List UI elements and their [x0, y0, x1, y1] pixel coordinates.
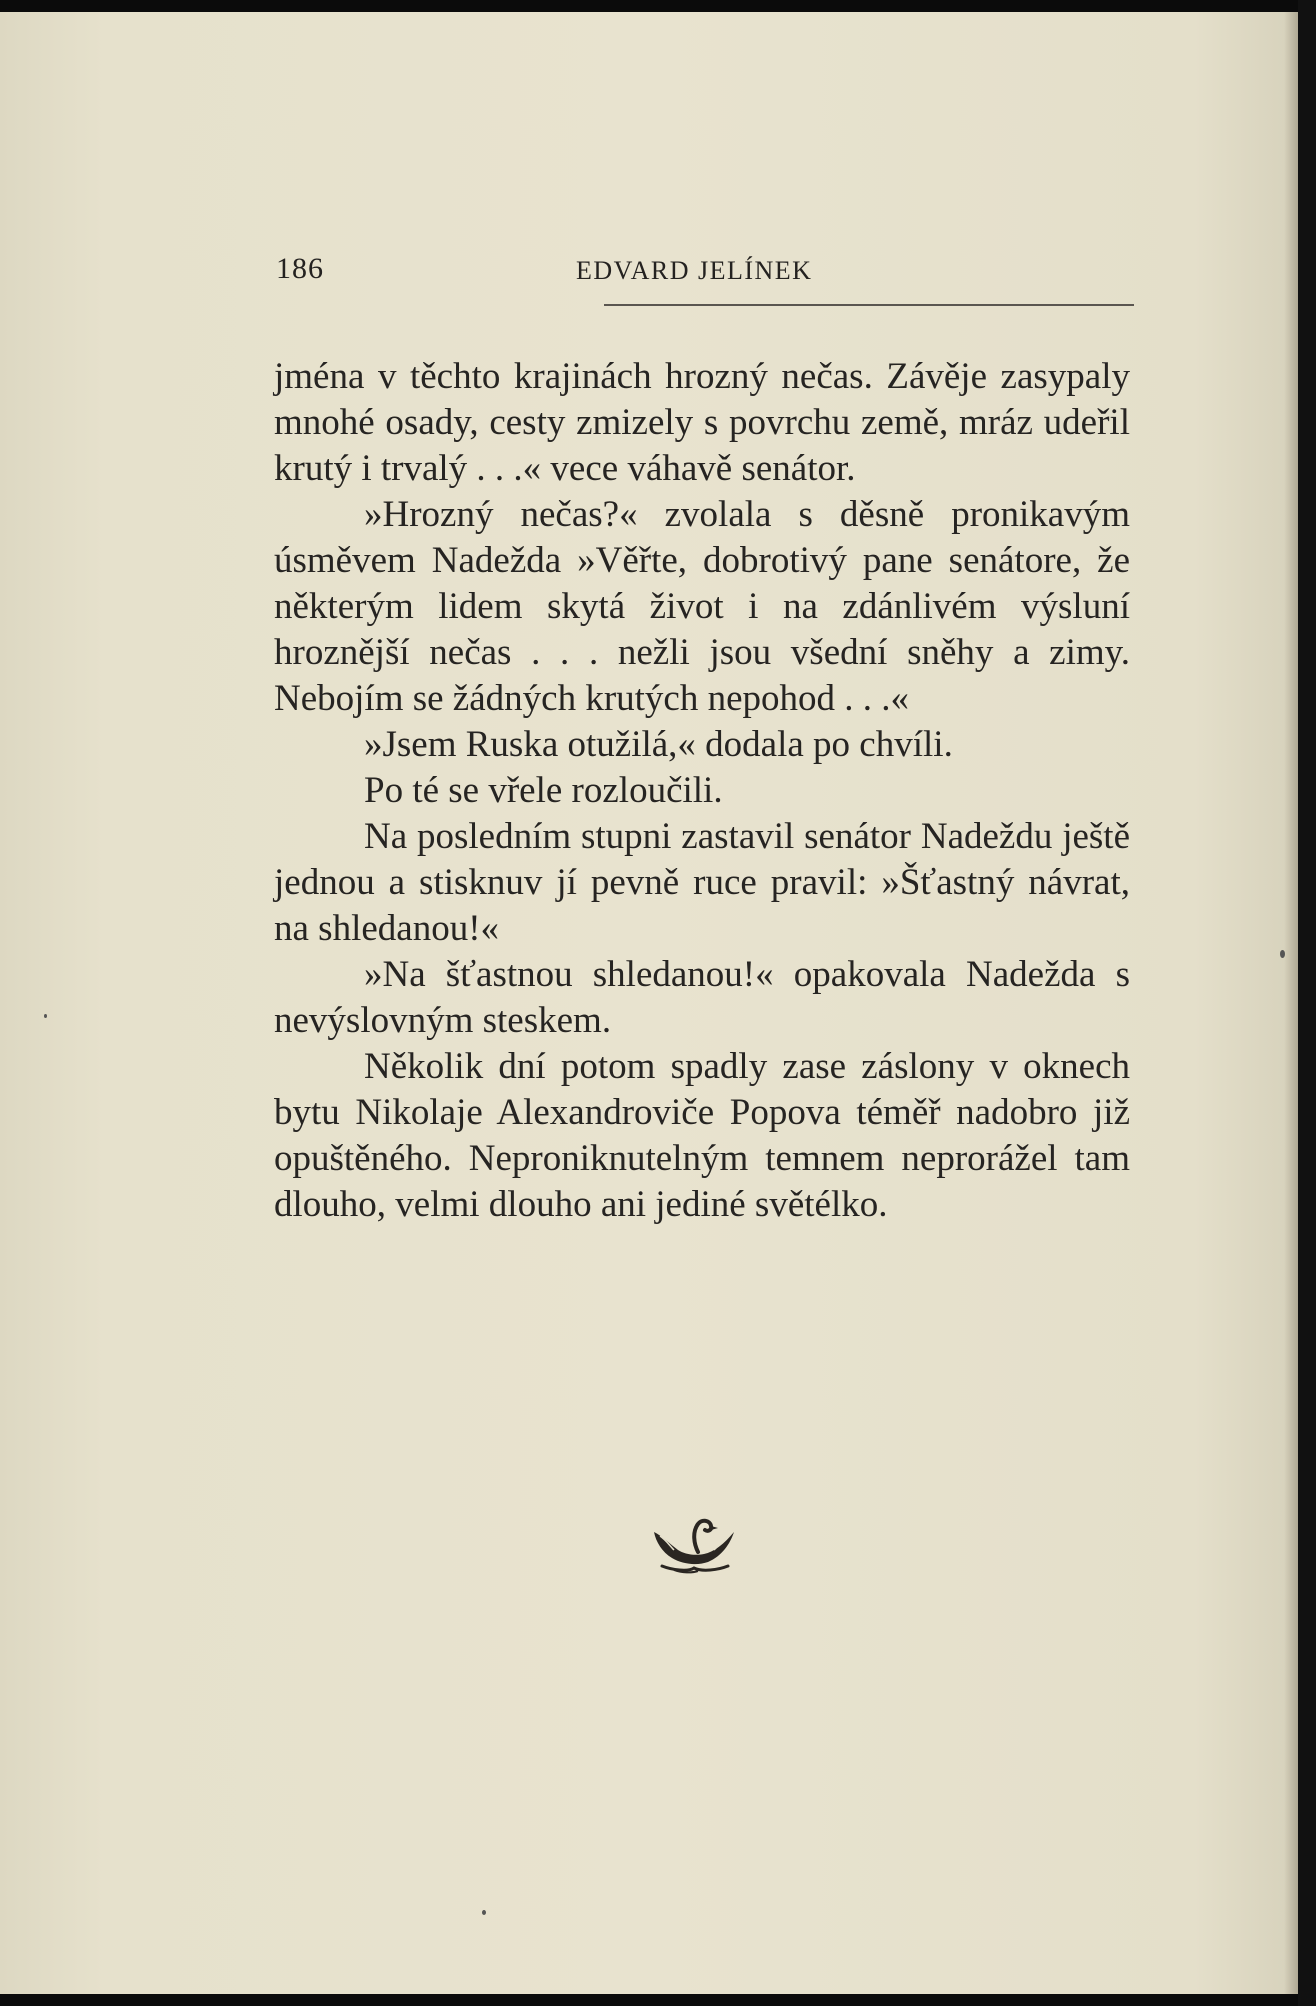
body-text [274, 354, 1130, 1228]
running-head: EDVARD JELÍNEK [576, 256, 813, 285]
paper-speck [1280, 950, 1285, 958]
paragraph: »Jsem Ruska otužilá,« dodala po chvíli. [364, 724, 953, 765]
page-edge-shadow [1298, 0, 1316, 2006]
book-page [0, 12, 1298, 1994]
paragraph: »Hrozný nečas?« zvolala s děsně pronikavým úsměvem Nadežda »Věřte, dobrotivý pane senátore, že některým lidem skytá život i na zdánlivém výsluní hroznější nečas . . . nežli jsou všední sněhy a zimy. Nebojím se žádných krutých nepohod . . .« [274, 494, 1130, 719]
page-header [276, 240, 1130, 290]
paper-speck [482, 1910, 486, 1915]
paragraph: Na posledním stupni zastavil senátor Nadeždu ještě jednou a stisknuv jí pevně ruce pravil: »Šťastný návrat, na shledanou!« [274, 816, 1130, 949]
paragraph: Několik dní potom spadly zase záslony v oknech bytu Nikolaje Alexandroviče Popova téměř nadobro již opuštěného. Neproniknutelným temnem neprorážel tam dlouho, velmi dlouho ani jediné světélko. [274, 1046, 1130, 1225]
paragraph: »Na šťastnou shledanou!« opakovala Nadežda s nevýslovným steskem. [274, 954, 1130, 1041]
paragraph: jména v těchto krajinách hrozný nečas. Závěje zasypaly mnohé osady, cesty zmizely s povrchu země, mráz udeřil krutý i trvalý . . .« vece váhavě senátor. [274, 356, 1130, 489]
paragraph: Po té se vřele rozloučili. [364, 770, 723, 811]
header-rule [604, 304, 1134, 306]
page-number: 186 [276, 252, 324, 285]
swan-ornament-icon [648, 1510, 740, 1574]
paper-speck [44, 1014, 47, 1018]
